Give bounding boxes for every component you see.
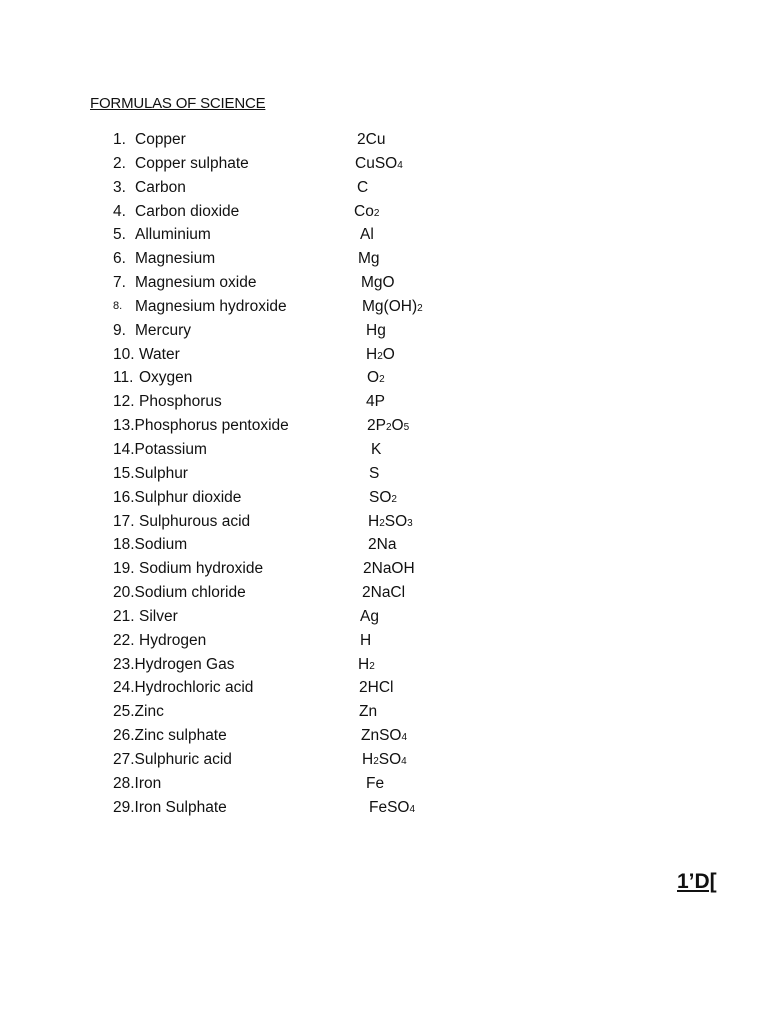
compound-name: 16.Sulphur dioxide bbox=[113, 488, 242, 506]
chemical-formula: FeSO4 bbox=[369, 798, 416, 816]
compound-name: 18.Sodium bbox=[113, 536, 188, 554]
list-item bbox=[0, 152, 768, 176]
chemical-formula: Ag bbox=[360, 607, 379, 625]
list-item bbox=[0, 414, 768, 438]
compound-name: Hydrogen bbox=[139, 631, 207, 649]
list-item bbox=[0, 128, 768, 152]
chemical-formula: H2SO3 bbox=[368, 512, 413, 530]
chemical-formula: H bbox=[360, 631, 372, 649]
list-item bbox=[0, 581, 768, 605]
compound-name: 23.Hydrogen Gas bbox=[113, 655, 235, 673]
compound-name: 14.Potassium bbox=[113, 440, 207, 458]
chemical-formula: K bbox=[371, 440, 382, 458]
corner-note: 1’D[ bbox=[677, 870, 717, 893]
list-item bbox=[0, 533, 768, 557]
chemical-formula: S bbox=[369, 464, 380, 482]
compound-name: Magnesium bbox=[135, 250, 216, 268]
item-number: 22. bbox=[113, 631, 135, 649]
formula-list bbox=[0, 128, 768, 819]
list-item bbox=[0, 700, 768, 724]
chemical-formula: 2NaOH bbox=[363, 560, 415, 578]
item-number: 4. bbox=[113, 202, 126, 220]
item-number: 1. bbox=[113, 131, 126, 148]
compound-name: 20.Sodium chloride bbox=[113, 584, 246, 602]
compound-name: Oxygen bbox=[139, 369, 193, 387]
compound-name: Copper bbox=[135, 131, 186, 148]
compound-name: Sulphurous acid bbox=[139, 512, 251, 530]
item-number: 21. bbox=[113, 607, 135, 625]
item-number: 5. bbox=[113, 226, 126, 244]
list-item bbox=[0, 390, 768, 414]
list-item bbox=[0, 176, 768, 200]
list-item bbox=[0, 486, 768, 510]
compound-name: 26.Zinc sulphate bbox=[113, 727, 227, 745]
list-item bbox=[0, 510, 768, 534]
list-item bbox=[0, 772, 768, 796]
page-title: FORMULAS OF SCIENCE bbox=[90, 95, 266, 112]
compound-name: Magnesium oxide bbox=[135, 274, 257, 292]
item-number: 11. bbox=[113, 369, 134, 387]
compound-name: Carbon bbox=[135, 178, 186, 196]
list-item bbox=[0, 653, 768, 677]
item-number: 10. bbox=[113, 345, 135, 363]
list-item bbox=[0, 796, 768, 820]
list-item bbox=[0, 295, 768, 319]
chemical-formula: 2HCl bbox=[359, 679, 394, 697]
chemical-formula: 2Cu bbox=[357, 131, 386, 148]
chemical-formula: Mg bbox=[358, 250, 380, 268]
chemical-formula: ZnSO4 bbox=[361, 727, 408, 745]
item-number: 3. bbox=[113, 178, 126, 196]
compound-name: 15.Sulphur bbox=[113, 464, 188, 482]
list-item bbox=[0, 343, 768, 367]
chemical-formula: H2O bbox=[366, 345, 395, 363]
chemical-formula: 2P2O5 bbox=[367, 417, 410, 435]
compound-name: Silver bbox=[139, 607, 178, 625]
list-item bbox=[0, 271, 768, 295]
item-number: 9. bbox=[113, 321, 126, 339]
chemical-formula: CuSO4 bbox=[355, 154, 403, 172]
compound-name: Carbon dioxide bbox=[135, 202, 240, 220]
chemical-formula: SO2 bbox=[369, 488, 397, 506]
list-item bbox=[0, 629, 768, 653]
chemical-formula: 2NaCl bbox=[362, 584, 406, 602]
list-item bbox=[0, 557, 768, 581]
compound-name: 24.Hydrochloric acid bbox=[113, 679, 254, 697]
list-item bbox=[0, 438, 768, 462]
compound-name: Magnesium hydroxide bbox=[135, 297, 287, 315]
compound-name: Water bbox=[139, 345, 180, 363]
chemical-formula: Co2 bbox=[354, 202, 380, 220]
list-item bbox=[0, 200, 768, 224]
item-number: 19. bbox=[113, 560, 135, 578]
chemical-formula: O2 bbox=[367, 369, 385, 387]
list-item bbox=[0, 319, 768, 343]
compound-name: Alluminium bbox=[135, 226, 211, 244]
list-item bbox=[0, 605, 768, 629]
list-item bbox=[0, 247, 768, 271]
list-item bbox=[0, 724, 768, 748]
item-number: 2. bbox=[113, 154, 126, 172]
compound-name: Phosphorus bbox=[139, 393, 222, 411]
chemical-formula: Zn bbox=[359, 703, 378, 721]
item-number: 12. bbox=[113, 393, 135, 411]
list-item bbox=[0, 748, 768, 772]
chemical-formula: 2Na bbox=[368, 536, 397, 554]
list-item bbox=[0, 676, 768, 700]
item-number: 6. bbox=[113, 250, 126, 268]
compound-name: 29.Iron Sulphate bbox=[113, 798, 227, 816]
compound-name: 13.Phosphorus pentoxide bbox=[113, 417, 289, 435]
list-item bbox=[0, 462, 768, 486]
item-number: 17. bbox=[113, 512, 135, 530]
chemical-formula: Mg(OH)2 bbox=[362, 297, 423, 315]
chemical-formula: Hg bbox=[366, 321, 386, 339]
compound-name: 28.Iron bbox=[113, 774, 162, 792]
compound-name: 27.Sulphuric acid bbox=[113, 750, 232, 768]
chemical-formula: H2SO4 bbox=[362, 750, 407, 768]
item-number: 7. bbox=[113, 274, 126, 292]
chemical-formula: 4P bbox=[366, 393, 385, 411]
compound-name: Copper sulphate bbox=[135, 154, 249, 172]
chemical-formula: H2 bbox=[358, 655, 375, 673]
compound-name: 25.Zinc bbox=[113, 703, 164, 721]
list-item bbox=[0, 366, 768, 390]
chemical-formula: C bbox=[357, 178, 369, 196]
chemical-formula: MgO bbox=[361, 274, 395, 292]
chemical-formula: Fe bbox=[366, 774, 385, 792]
chemical-formula: Al bbox=[360, 226, 374, 244]
list-item bbox=[0, 223, 768, 247]
item-number: 8. bbox=[113, 299, 123, 312]
compound-name: Sodium hydroxide bbox=[139, 560, 264, 578]
compound-name: Mercury bbox=[135, 321, 191, 339]
